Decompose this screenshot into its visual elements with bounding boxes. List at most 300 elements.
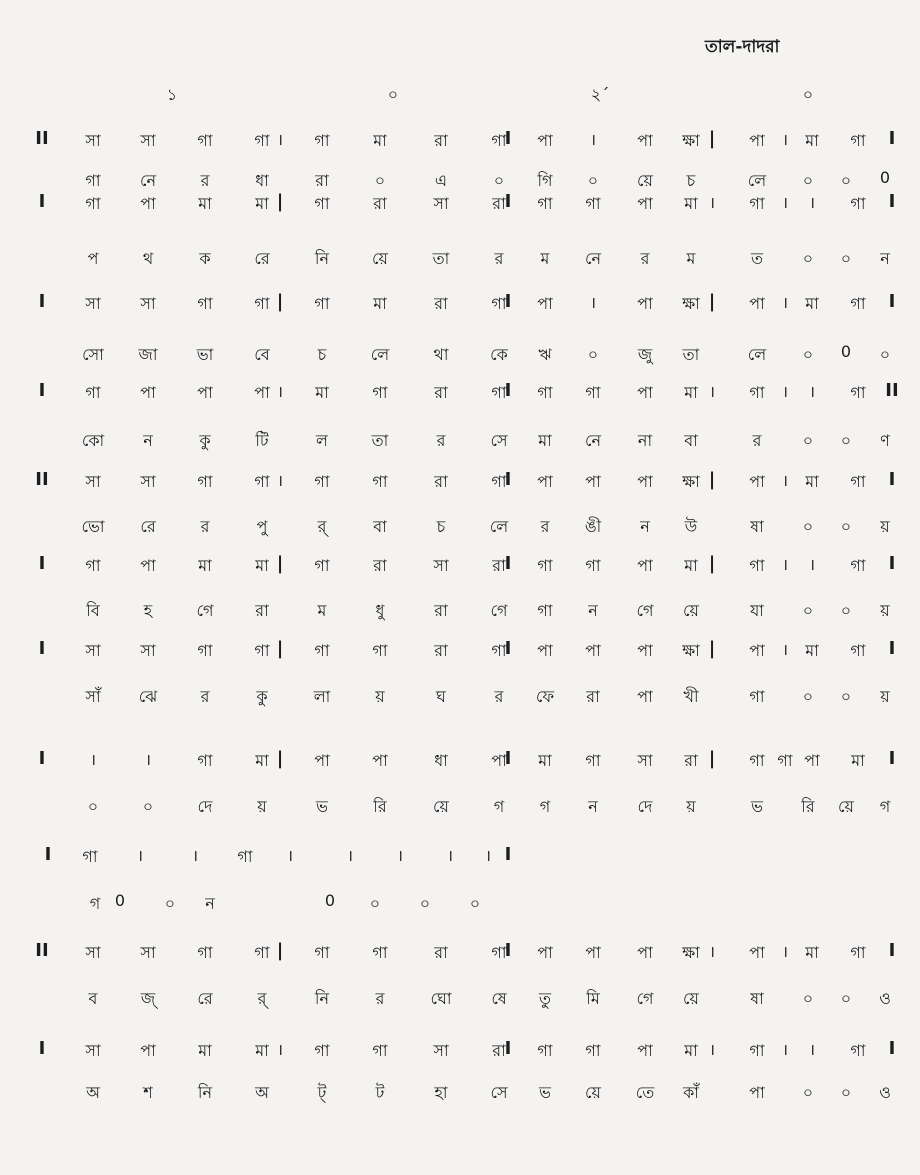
note-symbol: পা (637, 131, 653, 150)
lyric-syllable: 0 (840, 342, 852, 361)
note-symbol: গা (237, 847, 253, 866)
note-symbol: II (885, 380, 899, 401)
note-symbol: ক্ষা (682, 294, 700, 313)
note-symbol: সা (140, 131, 156, 150)
note-symbol: । (144, 750, 152, 769)
lyric-syllable: য় (880, 687, 890, 706)
lyric-syllable: ০ (164, 894, 176, 913)
lyric-syllable: নে (139, 171, 157, 190)
lyric-syllable: ০ (802, 345, 814, 364)
lyric-syllable: ঘ (436, 687, 446, 706)
note-symbol: গা (85, 383, 101, 402)
note-symbol: । (781, 640, 789, 659)
note-symbol: | (708, 553, 716, 574)
notes-row (0, 469, 920, 499)
note-symbol: । (589, 293, 597, 312)
notes-row (0, 128, 920, 158)
note-symbol: গা (197, 943, 213, 962)
lyric-syllable: লে (747, 345, 767, 364)
lyric-syllable: ০ (840, 687, 852, 706)
lyric-syllable: ন (640, 517, 650, 536)
lyric-syllable: ০ (840, 517, 852, 536)
beat-marker-3: ২´ (590, 85, 610, 104)
note-symbol: গা (585, 556, 601, 575)
note-symbol: পা (314, 751, 330, 770)
note-symbol: । (89, 750, 97, 769)
lyric-syllable: না (637, 431, 653, 450)
lyric-syllable: ট্ (317, 1083, 327, 1102)
note-symbol: মা (805, 294, 819, 313)
note-symbol: । (589, 130, 597, 149)
lyric-syllable: র (436, 431, 446, 450)
note-symbol: I (888, 128, 896, 149)
lyrics-row (0, 684, 920, 714)
note-symbol: পা (804, 751, 820, 770)
lyric-syllable: রা (586, 687, 600, 706)
note-symbol: গা (314, 641, 330, 660)
lyric-syllable: রে (254, 249, 270, 268)
note-symbol: II (35, 469, 49, 490)
lyric-syllable: চ (436, 517, 446, 536)
lyric-syllable: য়ে (372, 249, 388, 268)
lyric-syllable: র্ (257, 989, 267, 1008)
note-symbol: গা (372, 641, 388, 660)
note-symbol: I (888, 748, 896, 769)
note-symbol: মা (315, 383, 329, 402)
lyric-syllable: ত (750, 249, 764, 268)
note-symbol: পা (537, 294, 553, 313)
lyric-syllable: য়ে (433, 797, 449, 816)
note-symbol: গা (850, 1041, 866, 1060)
lyric-syllable: 0 (324, 891, 336, 910)
note-symbol: গা (254, 472, 270, 491)
note-symbol: ধা (434, 751, 448, 770)
note-symbol: গা (537, 1041, 553, 1060)
note-symbol: সা (85, 472, 101, 491)
lyrics-row (0, 1080, 920, 1110)
note-symbol: I (38, 191, 46, 212)
note-symbol: । (136, 846, 144, 865)
lyric-syllable: অ (86, 1083, 100, 1102)
note-symbol: । (781, 130, 789, 149)
lyric-syllable: লে (489, 517, 509, 536)
note-symbol: সা (637, 751, 653, 770)
lyric-syllable: র (375, 989, 385, 1008)
beat-marker-2: ০ (387, 85, 399, 104)
note-symbol: । (446, 846, 454, 865)
note-symbol: পা (637, 194, 653, 213)
note-symbol: । (781, 1040, 789, 1059)
lyric-syllable: য় (257, 797, 267, 816)
note-symbol: । (808, 1040, 816, 1059)
lyric-syllable: য় (880, 601, 890, 620)
note-symbol: I (44, 844, 52, 865)
note-symbol: পা (254, 383, 270, 402)
lyric-syllable: দে (197, 797, 213, 816)
note-symbol: গা (850, 472, 866, 491)
lyric-syllable: ০ (419, 894, 431, 913)
note-symbol: রা (434, 943, 448, 962)
lyric-syllable: পা (637, 687, 653, 706)
note-symbol: | (708, 638, 716, 659)
lyric-syllable: ধা (255, 171, 269, 190)
lyric-syllable: ০ (802, 171, 814, 190)
lyrics-row (0, 428, 920, 458)
lyrics-row (0, 986, 920, 1016)
note-symbol: গা (197, 641, 213, 660)
note-symbol: রা (492, 556, 506, 575)
note-symbol: I (504, 469, 512, 490)
lyric-syllable: নি (197, 1083, 213, 1102)
note-symbol: পা (637, 383, 653, 402)
lyric-syllable: ভ (751, 797, 763, 816)
lyric-syllable: ভো (81, 517, 105, 536)
lyric-syllable: সে (490, 431, 508, 450)
note-symbol: গা (372, 1041, 388, 1060)
lyric-syllable: লে (747, 171, 767, 190)
lyric-syllable: ০ (374, 171, 386, 190)
lyrics-row (0, 794, 920, 824)
lyric-syllable: ০ (879, 345, 891, 364)
lyric-syllable: ধু (375, 601, 385, 620)
note-symbol: গা (372, 472, 388, 491)
note-symbol: । (276, 471, 284, 490)
lyric-syllable: গি (537, 171, 553, 190)
note-symbol: মা (684, 556, 698, 575)
lyric-syllable: মি (586, 989, 600, 1008)
lyric-syllable: গা (85, 171, 101, 190)
note-symbol: | (276, 940, 284, 961)
lyric-syllable: ০ (469, 894, 481, 913)
note-symbol: I (504, 191, 512, 212)
lyric-syllable: ০ (369, 894, 381, 913)
lyric-syllable: ০ (802, 517, 814, 536)
notes-row (0, 844, 920, 874)
note-symbol: গা (585, 194, 601, 213)
lyric-syllable: র (494, 249, 504, 268)
lyric-syllable: ণ (880, 431, 890, 450)
note-symbol: I (38, 638, 46, 659)
lyric-syllable: য়ে (637, 171, 653, 190)
note-symbol: । (708, 193, 716, 212)
lyric-syllable: তা (682, 345, 700, 364)
lyric-syllable: টি (255, 431, 269, 450)
lyric-syllable: জ্ (140, 989, 156, 1008)
lyric-syllable: ০ (840, 431, 852, 450)
note-symbol: মা (373, 131, 387, 150)
lyrics-row (0, 342, 920, 372)
note-symbol: গা (491, 472, 507, 491)
note-symbol: পা (637, 472, 653, 491)
lyric-syllable: ঝে (138, 687, 158, 706)
note-symbol: গা (314, 943, 330, 962)
lyric-syllable: কে (490, 345, 508, 364)
lyric-syllable: জু (637, 345, 653, 364)
note-symbol: | (708, 128, 716, 149)
note-symbol: গা (585, 1041, 601, 1060)
note-symbol: মা (198, 1041, 212, 1060)
note-symbol: গা (850, 383, 866, 402)
lyric-syllable: ন (205, 894, 215, 913)
note-symbol: গা (850, 943, 866, 962)
note-symbol: গা (537, 194, 553, 213)
note-symbol: গা (314, 131, 330, 150)
note-symbol: I (888, 191, 896, 212)
lyric-syllable: ঋ (538, 345, 552, 364)
note-symbol: পা (749, 472, 765, 491)
lyric-syllable: ভ (539, 1083, 551, 1102)
lyric-syllable: বে (254, 345, 270, 364)
note-symbol: গা (197, 294, 213, 313)
lyric-syllable: ন (880, 249, 890, 268)
lyric-syllable: র (494, 687, 504, 706)
note-symbol: গা (850, 194, 866, 213)
lyric-syllable: বি (86, 601, 100, 620)
note-symbol: । (808, 555, 816, 574)
note-symbol: | (276, 748, 284, 769)
note-symbol: গা (85, 556, 101, 575)
note-symbol: গা (197, 131, 213, 150)
note-symbol: মা (684, 383, 698, 402)
lyric-syllable: য়ে (585, 1083, 601, 1102)
note-symbol: গা (749, 751, 765, 770)
lyric-syllable: র (200, 687, 210, 706)
note-symbol: গা (314, 1041, 330, 1060)
note-symbol: মা (198, 556, 212, 575)
note-symbol: রা (434, 641, 448, 660)
note-symbol: সা (85, 1041, 101, 1060)
note-symbol: । (781, 555, 789, 574)
note-symbol: I (504, 1038, 512, 1059)
note-symbol: সা (140, 641, 156, 660)
note-symbol: | (276, 553, 284, 574)
note-symbol: গা (749, 194, 765, 213)
lyric-syllable: ঙী (584, 517, 602, 536)
lyric-syllable: হ (143, 601, 153, 620)
notes-row (0, 380, 920, 410)
note-symbol: গা (491, 294, 507, 313)
note-symbol: ক্ষা (682, 472, 700, 491)
lyric-syllable: ০ (840, 249, 852, 268)
note-symbol: সা (140, 943, 156, 962)
note-symbol: পা (197, 383, 213, 402)
lyric-syllable: ০ (802, 601, 814, 620)
note-symbol: রা (684, 751, 698, 770)
note-symbol: পা (585, 641, 601, 660)
note-symbol: রা (434, 294, 448, 313)
note-symbol: । (276, 382, 284, 401)
lyric-syllable: সাঁ (85, 687, 101, 706)
lyric-syllable: থ (142, 249, 154, 268)
lyrics-row (0, 514, 920, 544)
lyric-syllable: য় (375, 687, 385, 706)
note-symbol: গা (197, 472, 213, 491)
lyric-syllable: 0 (879, 168, 891, 187)
lyric-syllable: য়ে (838, 797, 854, 816)
lyric-syllable: ০ (802, 1083, 814, 1102)
lyric-syllable: গ (539, 797, 551, 816)
lyric-syllable: পা (749, 1083, 765, 1102)
lyric-syllable: তা (371, 431, 389, 450)
lyric-syllable: ভা (196, 345, 214, 364)
note-symbol: সা (85, 641, 101, 660)
lyric-syllable: কু (256, 687, 268, 706)
note-symbol: গা (585, 383, 601, 402)
lyric-syllable: ০ (802, 249, 814, 268)
note-symbol: মা (255, 1041, 269, 1060)
lyric-syllable: নে (584, 249, 602, 268)
note-symbol: I (504, 844, 512, 865)
note-symbol: রা (434, 131, 448, 150)
note-symbol: গা (254, 131, 270, 150)
lyrics-row (0, 891, 920, 921)
lyric-syllable: কু (199, 431, 211, 450)
note-symbol: | (276, 191, 284, 212)
note-symbol: সা (433, 1041, 449, 1060)
notes-row (0, 638, 920, 668)
lyric-syllable: চ (317, 345, 327, 364)
lyric-syllable: চ (686, 171, 696, 190)
note-symbol: | (276, 638, 284, 659)
lyric-syllable: মা (538, 431, 552, 450)
note-symbol: ক্ষা (682, 641, 700, 660)
lyric-syllable: গে (196, 601, 214, 620)
lyric-syllable: ০ (802, 989, 814, 1008)
lyric-syllable: য় (880, 517, 890, 536)
lyric-syllable: ব (88, 989, 98, 1008)
note-symbol: । (396, 846, 404, 865)
lyric-syllable: এ (434, 171, 448, 190)
lyric-syllable: গে (490, 601, 508, 620)
note-symbol: মা (684, 194, 698, 213)
lyric-syllable: ০ (87, 797, 99, 816)
note-symbol: I (38, 291, 46, 312)
note-symbol: গা (314, 556, 330, 575)
note-symbol: | (276, 291, 284, 312)
note-symbol: I (888, 1038, 896, 1059)
lyric-syllable: 0 (114, 891, 126, 910)
note-symbol: গা (491, 641, 507, 660)
note-symbol: । (346, 846, 354, 865)
lyric-syllable: গা (537, 601, 553, 620)
beat-marker-4: ০ (802, 85, 814, 104)
lyric-syllable: বা (373, 517, 387, 536)
lyric-syllable: ন (143, 431, 153, 450)
note-symbol: সা (433, 556, 449, 575)
lyric-syllable: ন (588, 797, 598, 816)
note-symbol: পা (637, 294, 653, 313)
notes-row (0, 553, 920, 583)
lyric-syllable: থা (433, 345, 449, 364)
note-symbol: । (276, 130, 284, 149)
note-symbol: পা (637, 556, 653, 575)
lyric-syllable: ট (375, 1083, 385, 1102)
notes-row (0, 1038, 920, 1068)
lyric-syllable: য় (686, 797, 696, 816)
note-symbol: পা (585, 472, 601, 491)
lyric-syllable: জা (138, 345, 158, 364)
note-symbol: | (708, 748, 716, 769)
lyrics-row (0, 598, 920, 628)
lyric-syllable: ষা (750, 989, 764, 1008)
lyric-syllable: নি (314, 249, 330, 268)
lyric-syllable: সো (82, 345, 104, 364)
note-symbol: । (781, 293, 789, 312)
note-symbol: । (708, 942, 716, 961)
note-symbol: গা (491, 131, 507, 150)
note-symbol: মা (198, 194, 212, 213)
lyric-syllable: রি (801, 797, 815, 816)
note-symbol: রা (434, 472, 448, 491)
lyric-syllable: খী (683, 687, 699, 706)
note-symbol: । (484, 846, 492, 865)
note-symbol: পা (537, 472, 553, 491)
lyric-syllable: নে (584, 431, 602, 450)
lyric-syllable: রা (434, 601, 448, 620)
lyric-syllable: য়ে (683, 989, 699, 1008)
note-symbol: I (38, 1038, 46, 1059)
lyric-syllable: তে (635, 1083, 655, 1102)
note-symbol: I (504, 291, 512, 312)
note-symbol: গা (314, 194, 330, 213)
note-symbol: গা (850, 556, 866, 575)
note-symbol: গা (537, 383, 553, 402)
lyric-syllable: গ (879, 797, 891, 816)
note-symbol: । (708, 1040, 716, 1059)
lyric-syllable: র (540, 517, 550, 536)
lyric-syllable: যা (750, 601, 764, 620)
note-symbol: গা (777, 751, 793, 770)
note-symbol: গা (82, 847, 98, 866)
lyric-syllable: ০ (840, 989, 852, 1008)
taal-title: তাল-দাদরা (705, 37, 780, 57)
lyric-syllable: লে (370, 345, 390, 364)
note-symbol: । (808, 193, 816, 212)
note-symbol: গা (491, 383, 507, 402)
note-symbol: মা (805, 472, 819, 491)
note-symbol: I (888, 469, 896, 490)
note-symbol: I (38, 553, 46, 574)
note-symbol: গা (314, 294, 330, 313)
note-symbol: I (504, 128, 512, 149)
note-symbol: গা (491, 943, 507, 962)
note-symbol: গা (850, 294, 866, 313)
note-symbol: ক্ষা (682, 943, 700, 962)
note-symbol: রা (492, 1041, 506, 1060)
note-symbol: সা (140, 294, 156, 313)
note-symbol: পা (140, 1041, 156, 1060)
lyric-syllable: ০ (840, 171, 852, 190)
note-symbol: I (888, 638, 896, 659)
note-symbol: পা (140, 194, 156, 213)
lyric-syllable: ক (199, 249, 211, 268)
note-symbol: । (708, 382, 716, 401)
note-symbol: । (781, 942, 789, 961)
note-symbol: পা (140, 556, 156, 575)
note-symbol: মা (805, 943, 819, 962)
lyrics-row (0, 246, 920, 276)
note-symbol: রা (492, 194, 506, 213)
lyric-syllable: ও (879, 989, 891, 1008)
note-symbol: গা (85, 194, 101, 213)
note-symbol: I (504, 940, 512, 961)
note-symbol: মা (805, 131, 819, 150)
note-symbol: । (781, 193, 789, 212)
note-symbol: | (708, 469, 716, 490)
note-symbol: সা (85, 131, 101, 150)
note-symbol: গা (254, 943, 270, 962)
lyric-syllable: ম (686, 249, 696, 268)
